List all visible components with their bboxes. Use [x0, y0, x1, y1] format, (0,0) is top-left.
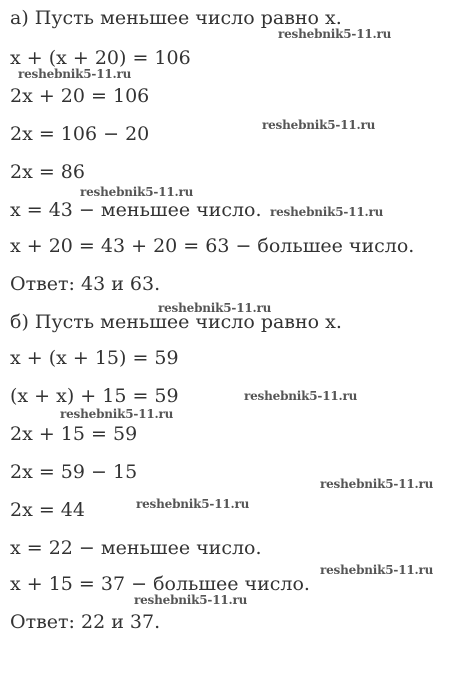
watermark: reshebnik5-11.ru [134, 593, 248, 607]
watermark: reshebnik5-11.ru [278, 27, 392, 41]
watermark: reshebnik5-11.ru [60, 407, 174, 421]
equation-line: (x + x) + 15 = 59 [10, 385, 179, 407]
watermark: reshebnik5-11.ru [158, 301, 272, 315]
watermark: reshebnik5-11.ru [320, 563, 434, 577]
equation-line: 2x = 59 − 15 [10, 461, 138, 483]
part-a-heading: а) Пусть меньшее число равно x. [10, 7, 342, 29]
equation-line: x + 15 = 37 − большее число. [10, 573, 310, 595]
answer-line: Ответ: 43 и 63. [10, 273, 161, 295]
part-b-heading: б) Пусть меньшее число равно x. [10, 311, 342, 333]
equation-line: x + 20 = 43 + 20 = 63 − большее число. [10, 235, 415, 257]
watermark: reshebnik5-11.ru [18, 67, 132, 81]
equation-line: 2x + 20 = 106 [10, 85, 150, 107]
equation-line: x + (x + 20) = 106 [10, 47, 191, 69]
equation-line: x = 43 − меньшее число. [10, 199, 262, 221]
watermark: reshebnik5-11.ru [244, 389, 358, 403]
watermark: reshebnik5-11.ru [136, 497, 250, 511]
equation-line: 2x + 15 = 59 [10, 423, 138, 445]
watermark: reshebnik5-11.ru [320, 477, 434, 491]
equation-line: 2x = 86 [10, 161, 85, 183]
watermark: reshebnik5-11.ru [80, 185, 194, 199]
equation-line: x + (x + 15) = 59 [10, 347, 179, 369]
watermark: reshebnik5-11.ru [262, 118, 376, 132]
watermark: reshebnik5-11.ru [270, 205, 384, 219]
answer-line: Ответ: 22 и 37. [10, 611, 161, 633]
equation-line: x = 22 − меньшее число. [10, 537, 262, 559]
equation-line: 2x = 106 − 20 [10, 123, 150, 145]
equation-line: 2x = 44 [10, 499, 85, 521]
